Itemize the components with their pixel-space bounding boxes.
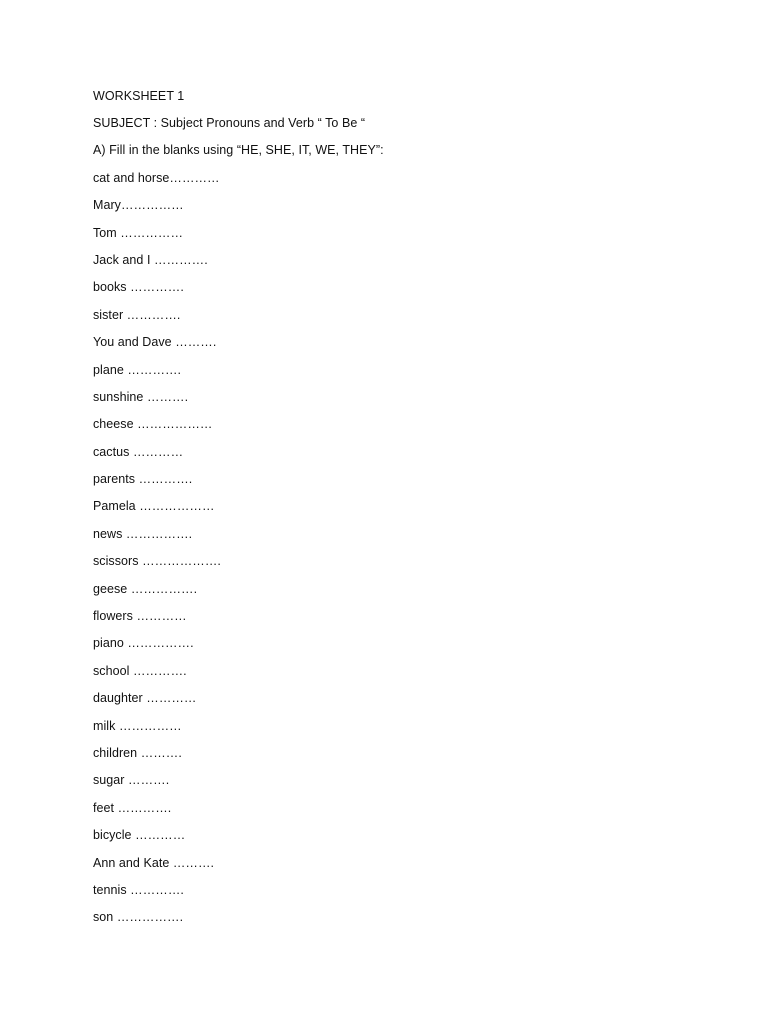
worksheet-instruction: A) Fill in the blanks using “HE, SHE, IT, WE, THEY”: xyxy=(93,143,384,158)
fill-in-item: flowers ………… xyxy=(93,609,187,624)
worksheet-content xyxy=(93,86,713,935)
fill-in-item: geese ……………. xyxy=(93,581,198,596)
fill-in-item: plane …………. xyxy=(93,362,182,377)
fill-in-item: Mary…………… xyxy=(93,198,184,213)
fill-in-item: Jack and I …………. xyxy=(93,252,208,267)
fill-in-item: school …………. xyxy=(93,663,187,678)
fill-in-item: piano ……………. xyxy=(93,636,194,651)
worksheet-title: WORKSHEET 1 xyxy=(93,89,185,103)
fill-in-item: milk …………… xyxy=(93,718,182,733)
fill-in-item: cheese ……………… xyxy=(93,417,213,432)
fill-in-item: sunshine ………. xyxy=(93,389,189,404)
fill-in-item: son ……………. xyxy=(93,910,184,925)
fill-in-item: sister …………. xyxy=(93,307,181,322)
fill-in-item: books …………. xyxy=(93,280,184,295)
fill-in-item: cat and horse………… xyxy=(93,170,220,185)
fill-in-item: Pamela ……………… xyxy=(93,499,215,514)
fill-in-item: parents …………. xyxy=(93,472,193,487)
fill-in-item: tennis …………. xyxy=(93,882,184,897)
fill-in-item: You and Dave ………. xyxy=(93,335,217,350)
fill-in-item: Ann and Kate ………. xyxy=(93,855,215,870)
fill-in-item: feet …………. xyxy=(93,800,172,815)
fill-in-item: news ……………. xyxy=(93,526,193,541)
fill-in-item: children ………. xyxy=(93,745,182,760)
fill-in-item: sugar ………. xyxy=(93,773,170,788)
fill-in-item: Tom …………… xyxy=(93,225,184,240)
worksheet-subject: SUBJECT : Subject Pronouns and Verb “ To Be “ xyxy=(93,116,366,130)
fill-in-item: cactus ………… xyxy=(93,444,184,459)
fill-in-item: daughter ………… xyxy=(93,691,197,706)
fill-in-item: scissors ………………. xyxy=(93,554,221,569)
fill-in-item: bicycle ………… xyxy=(93,828,186,843)
